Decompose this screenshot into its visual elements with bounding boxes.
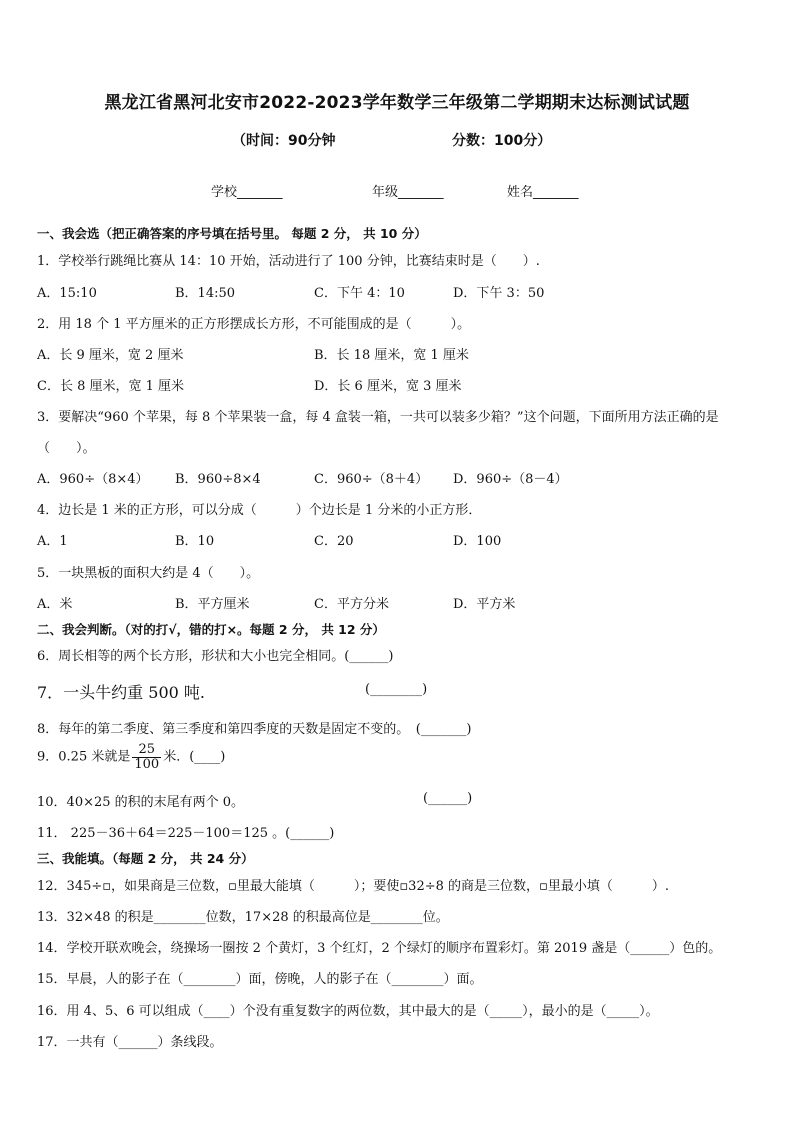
option: A．960÷（8×4） [37,472,149,487]
option: D．长 6 厘米，宽 3 厘米 [314,379,462,394]
question-stem: 7．一头牛约重 500 吨. [37,683,205,702]
question-stem: 12．345÷▫，如果商是三位数，▫里最大能填（ ）；要使▫32÷8 的商是三位数，▫里最小填（ ）. [37,879,669,894]
section-heading-choice: 一、我会选（把正确答案的序号填在括号里。 每题 2 分， 共 10 分） [37,226,427,241]
question-stem: 10．40×25 的积的末尾有两个 0。 [37,795,245,810]
question-stem: 4．边长是 1 米的正方形，可以分成（ ）个边长是 1 分米的小正方形． [37,503,482,518]
question-stem: 13．32×48 的积是________位数，17×28 的积最高位是________位。 [37,910,449,925]
option: A．1 [37,534,68,549]
section-heading-fill: 三、我能填。（每题 2 分， 共 24 分） [37,851,254,866]
question-stem: 3．要解决“960 个苹果，每 8 个苹果装一盒，每 4 盒装一箱，一共可以装多少箱？”这个问题，下面所用方法正确的是 [37,410,719,425]
fraction-numerator: 25 [132,743,161,758]
question-stem: 14．学校开联欢晚会，绕操场一圈按 2 个黄灯，3 个红灯，2 个绿灯的顺序布置彩灯。第 2019 盏是（______）色的。 [37,941,722,956]
question-stem: 15．早晨，人的影子在（________）面，傍晚，人的影子在（________）面。 [37,972,483,987]
section-heading-judge: 二、我会判断。（对的打√，错的打×。每题 2 分， 共 12 分） [37,622,385,637]
school-field: 学校_______ [211,185,283,200]
option: B．长 18 厘米，宽 1 厘米 [314,348,469,363]
answer-blank: (______) [423,791,473,806]
option: C．960÷（8＋4） [314,472,429,487]
option: A．15:10 [37,286,97,301]
score-info: 分数：100分） [452,133,552,149]
option: D．平方米 [453,597,516,612]
question-stem: 2．用 18 个 1 平方厘米的正方形摆成长方形，不可能围成的是（ ）。 [37,317,471,332]
option: D．960÷（8－4） [453,472,568,487]
option: C．长 8 厘米，宽 1 厘米 [37,379,185,394]
option: D．下午 3：50 [453,286,545,301]
option: C．20 [314,534,354,549]
option: B．平方厘米 [175,597,250,612]
fraction-denominator: 100 [134,756,160,772]
option: A．米 [37,597,73,612]
question-stem-continued: （ ）。 [37,441,96,456]
question-stem: 16．用 4、5、6 可以组成（____）个没有重复数字的两位数，其中最大的是（_____），最小的是（_____）。 [37,1004,659,1019]
question-stem: 11． 225－36＋64＝225－100＝125 。(______) [37,826,335,841]
option: C．下午 4：10 [314,286,405,301]
question-stem: 1．学校举行跳绳比赛从 14：10 开始，活动进行了 100 分钟，比赛结束时是（ ）. [37,254,540,269]
option: B．14:50 [175,286,236,301]
time-info: （时间：90分钟 [232,133,336,149]
name-field: 姓名_______ [507,185,579,200]
fraction [132,743,161,771]
page-title: 黑龙江省黑河北安市2022-2023学年数学三年级第二学期期末达标测试试题 [104,93,690,113]
question-stem: 17．一共有（______）条线段。 [37,1035,223,1050]
option: A．长 9 厘米，宽 2 厘米 [37,348,184,363]
question-stem: 5．一块黑板的面积大约是 4（ ）。 [37,566,260,581]
answer-blank: (________) [365,682,428,697]
grade-field: 年级_______ [372,185,444,200]
question-9-suffix: 米．(____) [163,749,226,765]
option: B．10 [175,534,215,549]
option: C．平方分米 [314,597,389,612]
option: D．100 [453,534,502,549]
option: B．960÷8×4 [175,472,261,487]
question-stem: 6．周长相等的两个长方形，形状和大小也完全相同。(______) [37,649,394,664]
question-9 [37,743,225,771]
question-stem: 8．每年的第二季度、第三季度和第四季度的天数是固定不变的。 (_______) [37,722,472,737]
question-9-prefix: 9．0.25 米就是 [37,749,131,765]
